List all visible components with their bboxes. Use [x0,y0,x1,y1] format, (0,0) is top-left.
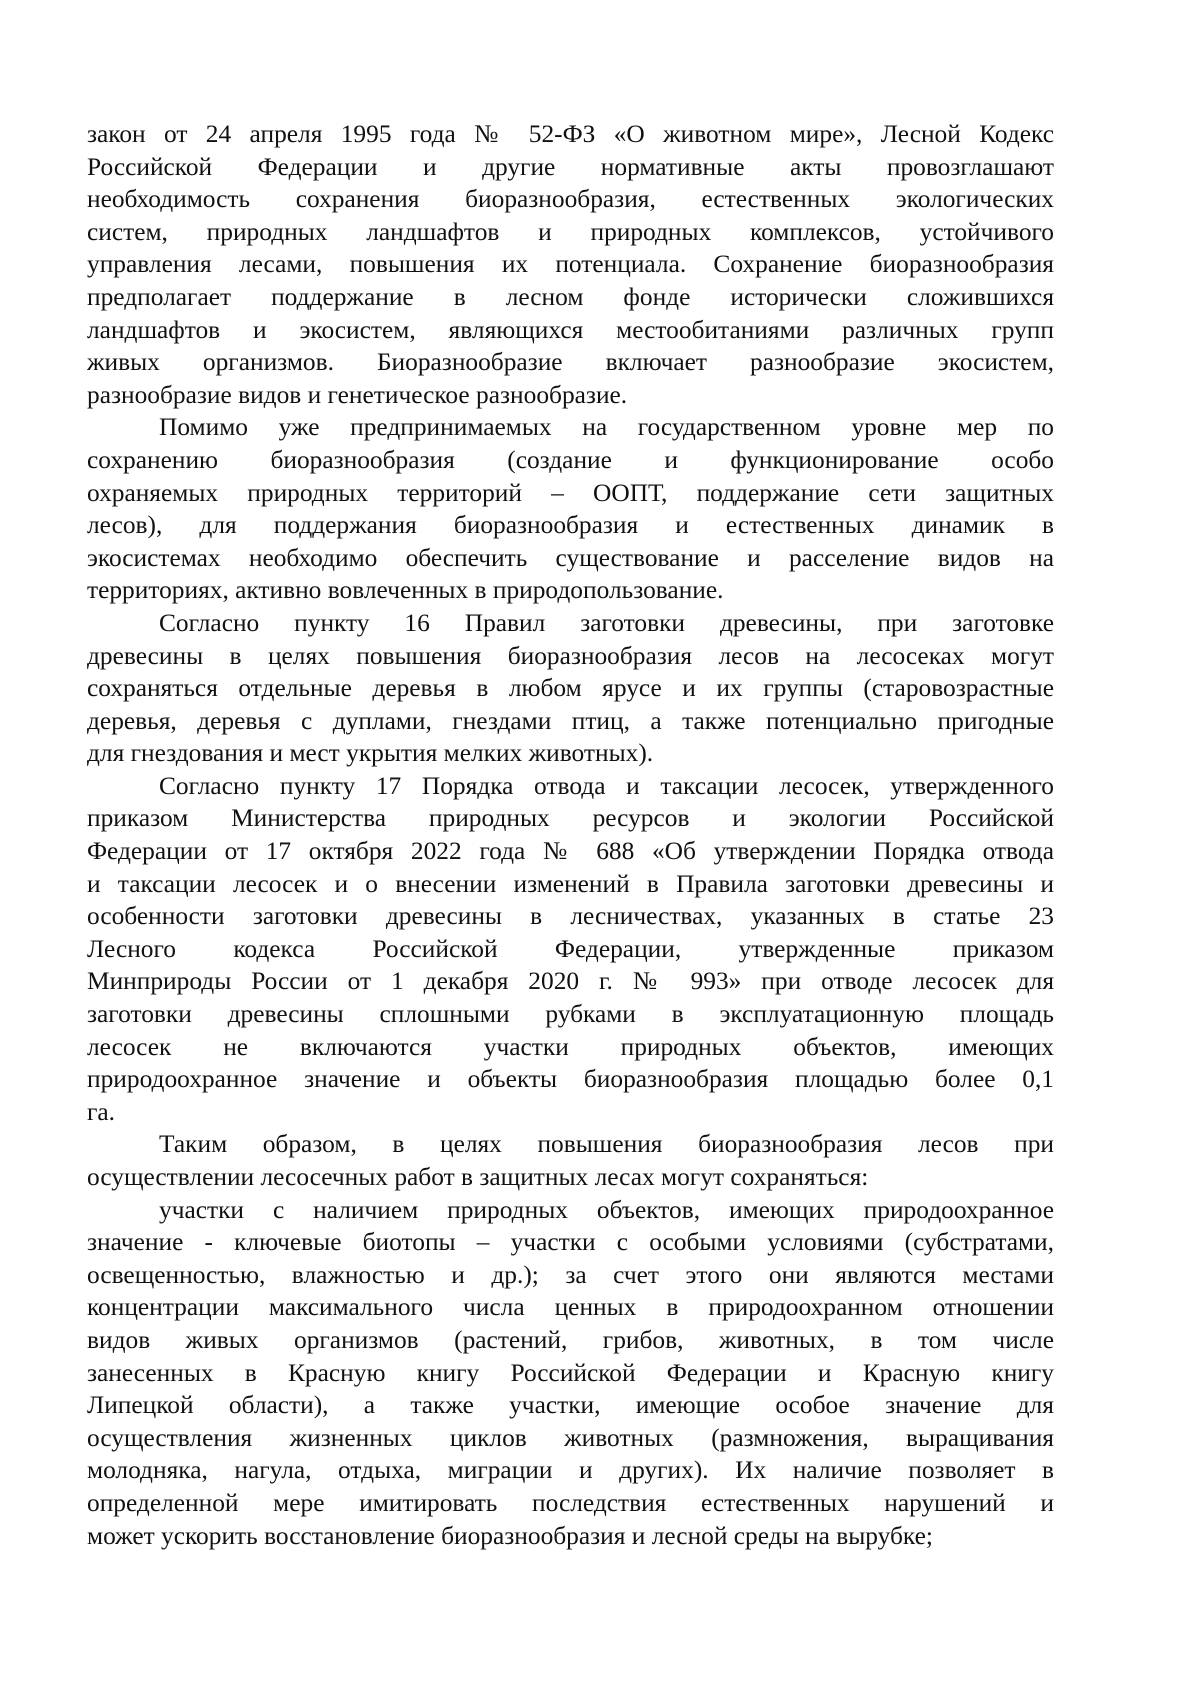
text-line: для гнездования и мест укрытия мелких животных). [87,739,654,768]
text-line: разнообразие видов и генетическое разнообразие. [87,380,628,409]
text-line: занесенных в Красную книгу Российской Федерации и Красную книгу [87,1358,1054,1387]
document-body [87,118,1054,1552]
text-line: концентрации максимального числа ценных в природоохранном отношении [87,1293,1054,1322]
paragraph-legal-framework [87,118,1054,411]
text-line: систем, природных ландшафтов и природных комплексов, устойчивого [87,217,1054,246]
text-line: закон от 24 апреля 1995 года № 52-ФЗ «О животном мире», Лесной Кодекс [87,120,1054,148]
text-line: деревья, деревья с дуплами, гнездами птиц, а также потенциально пригодные [87,706,1054,735]
text-line: Лесного кодекса Российской Федерации, утвержденные приказом [87,934,1054,963]
text-line: сохранению биоразнообразия (создание и функционирование особо [87,445,1054,474]
text-line: видов живых организмов (растений, грибов, животных, в том числе [87,1325,1054,1354]
text-line: определенной мере имитировать последствия естественных нарушений и [87,1488,1054,1517]
text-line: лесосек не включаются участки природных объектов, имеющих [87,1032,1054,1061]
paragraph-conclusion [87,1128,1054,1193]
text-line: управления лесами, повышения их потенциала. Сохранение биоразнообразия [87,250,1054,279]
text-line: осуществлении лесосечных работ в защитных лесах могут сохраняться: [87,1163,869,1191]
text-line: осуществления жизненных циклов животных (размножения, выращивания [87,1423,1054,1452]
text-line: необходимость сохранения биоразнообразия, естественных экологических [87,185,1054,214]
text-line: сохраняться отдельные деревья в любом ярусе и их группы (старовозрастные [87,674,1054,703]
paragraph-rule-16 [87,607,1054,770]
text-line: особенности заготовки древесины в лесничествах, указанных в статье 23 [87,902,1054,931]
text-line: Липецкой области), а также участки, имеющие особое значение для [87,1391,1054,1420]
text-line: значение - ключевые биотопы – участки с особыми условиями (субстратами, [87,1228,1054,1257]
text-line: Российской Федерации и другие нормативные акты провозглашают [87,152,1054,181]
text-line: древесины в целях повышения биоразнообразия лесов на лесосеках могут [87,641,1054,670]
text-line: ландшафтов и экосистем, являющихся местообитаниями различных групп [87,315,1054,344]
text-line: заготовки древесины сплошными рубками в эксплуатационную площадь [87,1000,1054,1029]
text-line: лесов), для поддержания биоразнообразия и естественных динамик в [87,511,1054,540]
paragraph-key-biotopes [87,1194,1054,1553]
text-line: природоохранное значение и объекты биоразнообразия площадью более 0,1 [87,1065,1054,1094]
paragraph-state-measures [87,411,1054,607]
paragraph-rule-17 [87,770,1054,1129]
text-line: Таким образом, в целях повышения биоразнообразия лесов при [159,1130,1054,1159]
text-line: молодняка, нагула, отдыха, миграции и других). Их наличие позволяет в [87,1456,1054,1485]
text-line: Согласно пункту 17 Порядка отвода и таксации лесосек, утвержденного [159,771,1054,800]
text-line: освещенностью, влажностью и др.); за счет этого они являются местами [87,1260,1054,1289]
text-line: охраняемых природных территорий – ООПТ, поддержание сети защитных [87,478,1054,507]
text-line: га. [87,1097,116,1126]
text-line: приказом Министерства природных ресурсов и экологии Российской [87,804,1054,833]
text-line: предполагает поддержание в лесном фонде исторически сложившихся [87,282,1054,311]
text-line: может ускорить восстановление биоразнообразия и лесной среды на вырубке; [87,1521,933,1550]
text-line: Согласно пункту 16 Правил заготовки древесины, при заготовке [159,608,1054,637]
text-line: Помимо уже предпринимаемых на государственном уровне мер по [159,413,1054,442]
text-line: Федерации от 17 октября 2022 года № 688 «Об утверждении Порядка отвода [87,837,1054,866]
text-line: Минприроды России от 1 декабря 2020 г. № 993» при отводе лесосек для [87,967,1054,996]
text-line: и таксации лесосек и о внесении изменений в Правила заготовки древесины и [87,869,1054,898]
text-line: живых организмов. Биоразнообразие включает разнообразие экосистем, [87,348,1054,377]
text-line: участки с наличием природных объектов, имеющих природоохранное [159,1195,1054,1224]
text-line: территориях, активно вовлеченных в природопользование. [87,576,724,605]
text-line: экосистемах необходимо обеспечить существование и расселение видов на [87,543,1054,572]
